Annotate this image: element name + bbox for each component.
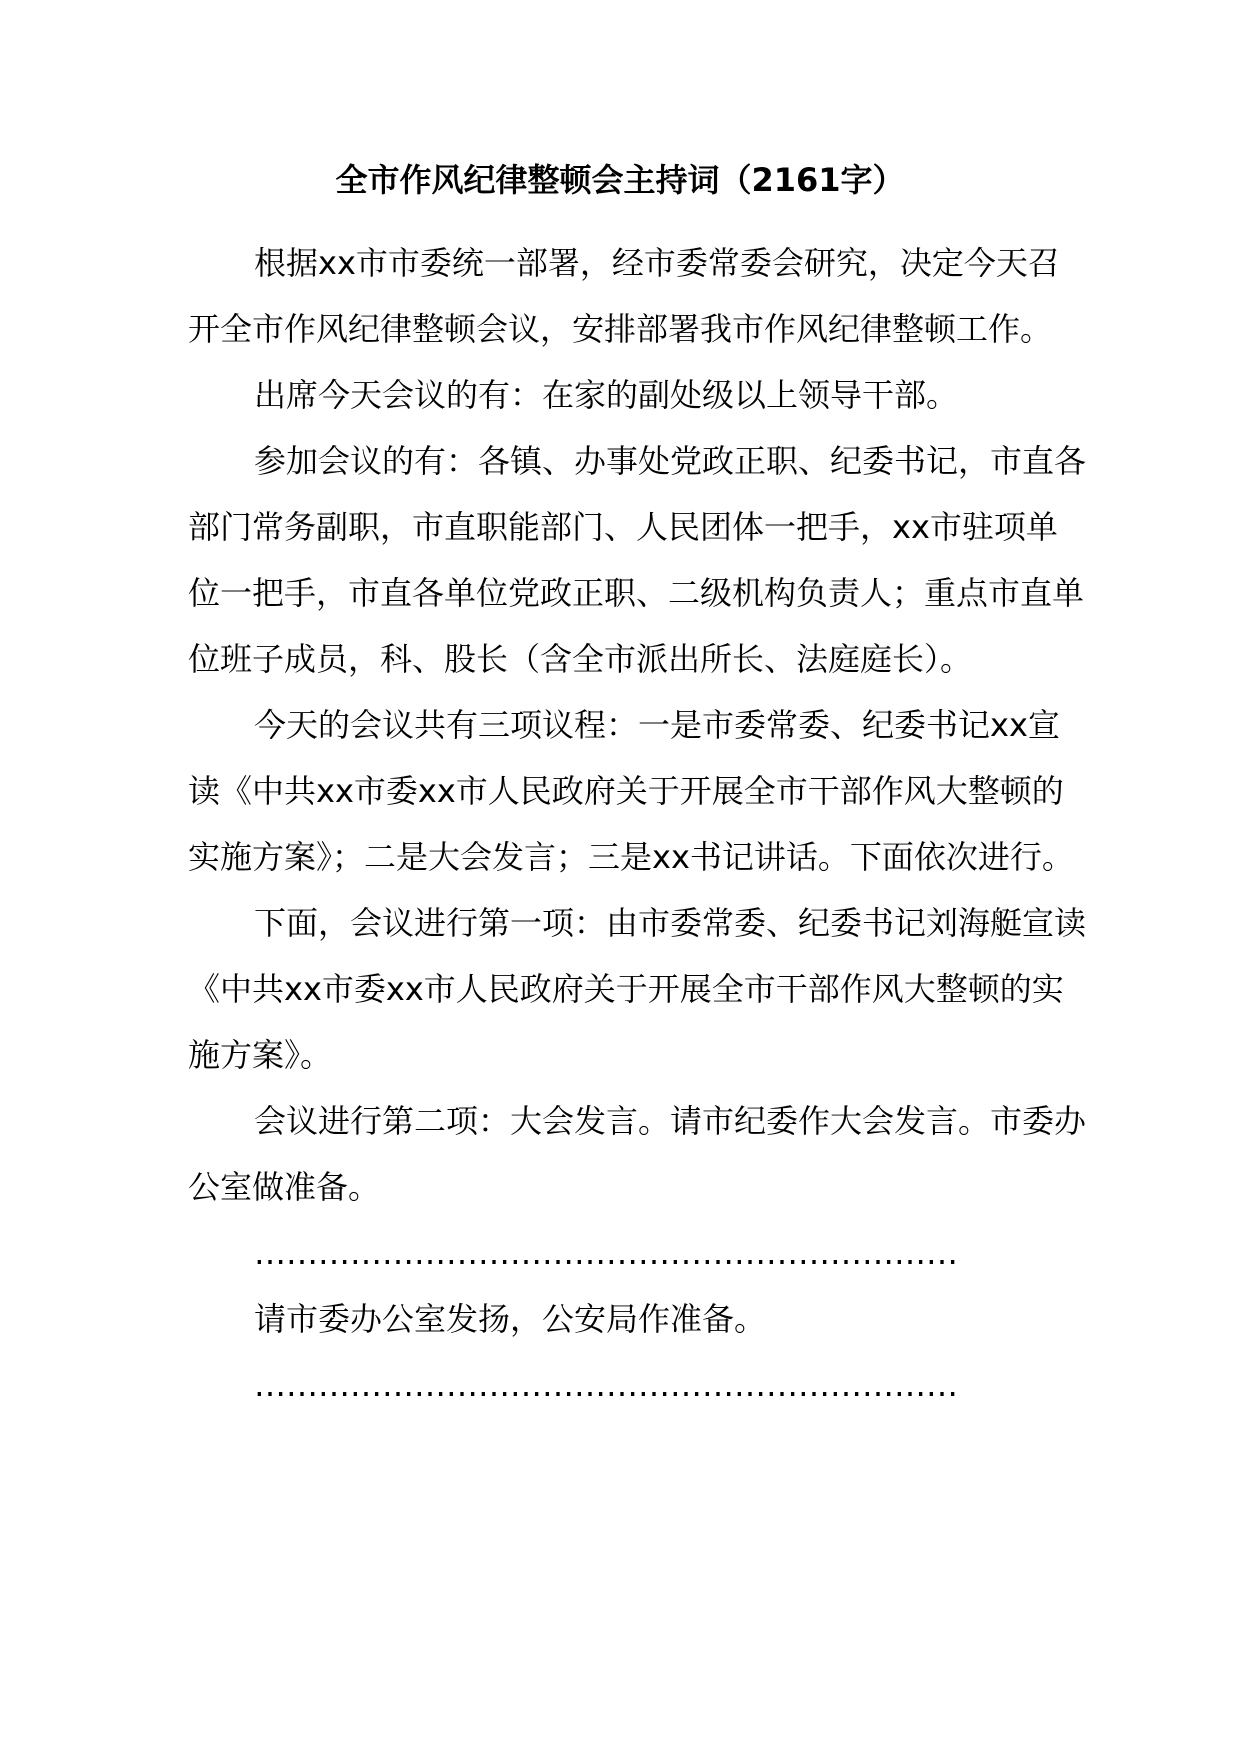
- paragraph-next-speaker: 请市委办公室发扬，公安局作准备。: [254, 1300, 767, 1338]
- paragraph-attendees: 出席今天会议的有：在家的副处级以上领导干部。: [254, 376, 959, 414]
- ellipsis-divider: …………………………………………………………: [254, 1234, 958, 1272]
- ellipsis-divider: …………………………………………………………: [254, 1366, 958, 1404]
- paragraph-agenda: 今天的会议共有三项议程：一是市委常委、纪委书记xx宣读《中共xx市委xx市人民政府关于开展全市干部作风大整顿的实施方案》；二是大会发言；三是xx书记讲话。下面依次进行。: [188, 706, 1074, 876]
- document-body: [188, 230, 1088, 1418]
- paragraph-item-one: 下面，会议进行第一项：由市委常委、纪委书记刘海艇宣读《中共xx市委xx市人民政府关于开展全市干部作风大整顿的实施方案》。: [188, 904, 1087, 1074]
- document-title: 全市作风纪律整顿会主持词（2161字）: [335, 161, 905, 199]
- paragraph-participants: 参加会议的有：各镇、办事处党政正职、纪委书记，市直各部门常务副职，市直职能部门、人民团体一把手，xx市驻项单位一把手，市直各单位党政正职、二级机构负责人；重点市直单位班子成员，科、股长（含全市派出所长、法庭庭长）。: [188, 442, 1087, 678]
- paragraph-intro: 根据xx市市委统一部署，经市委常委会研究，决定今天召开全市作风纪律整顿会议，安排部署我市作风纪律整顿工作。: [188, 244, 1060, 348]
- paragraph-item-two: 会议进行第二项：大会发言。请市纪委作大会发言。市委办公室做准备。: [188, 1102, 1087, 1206]
